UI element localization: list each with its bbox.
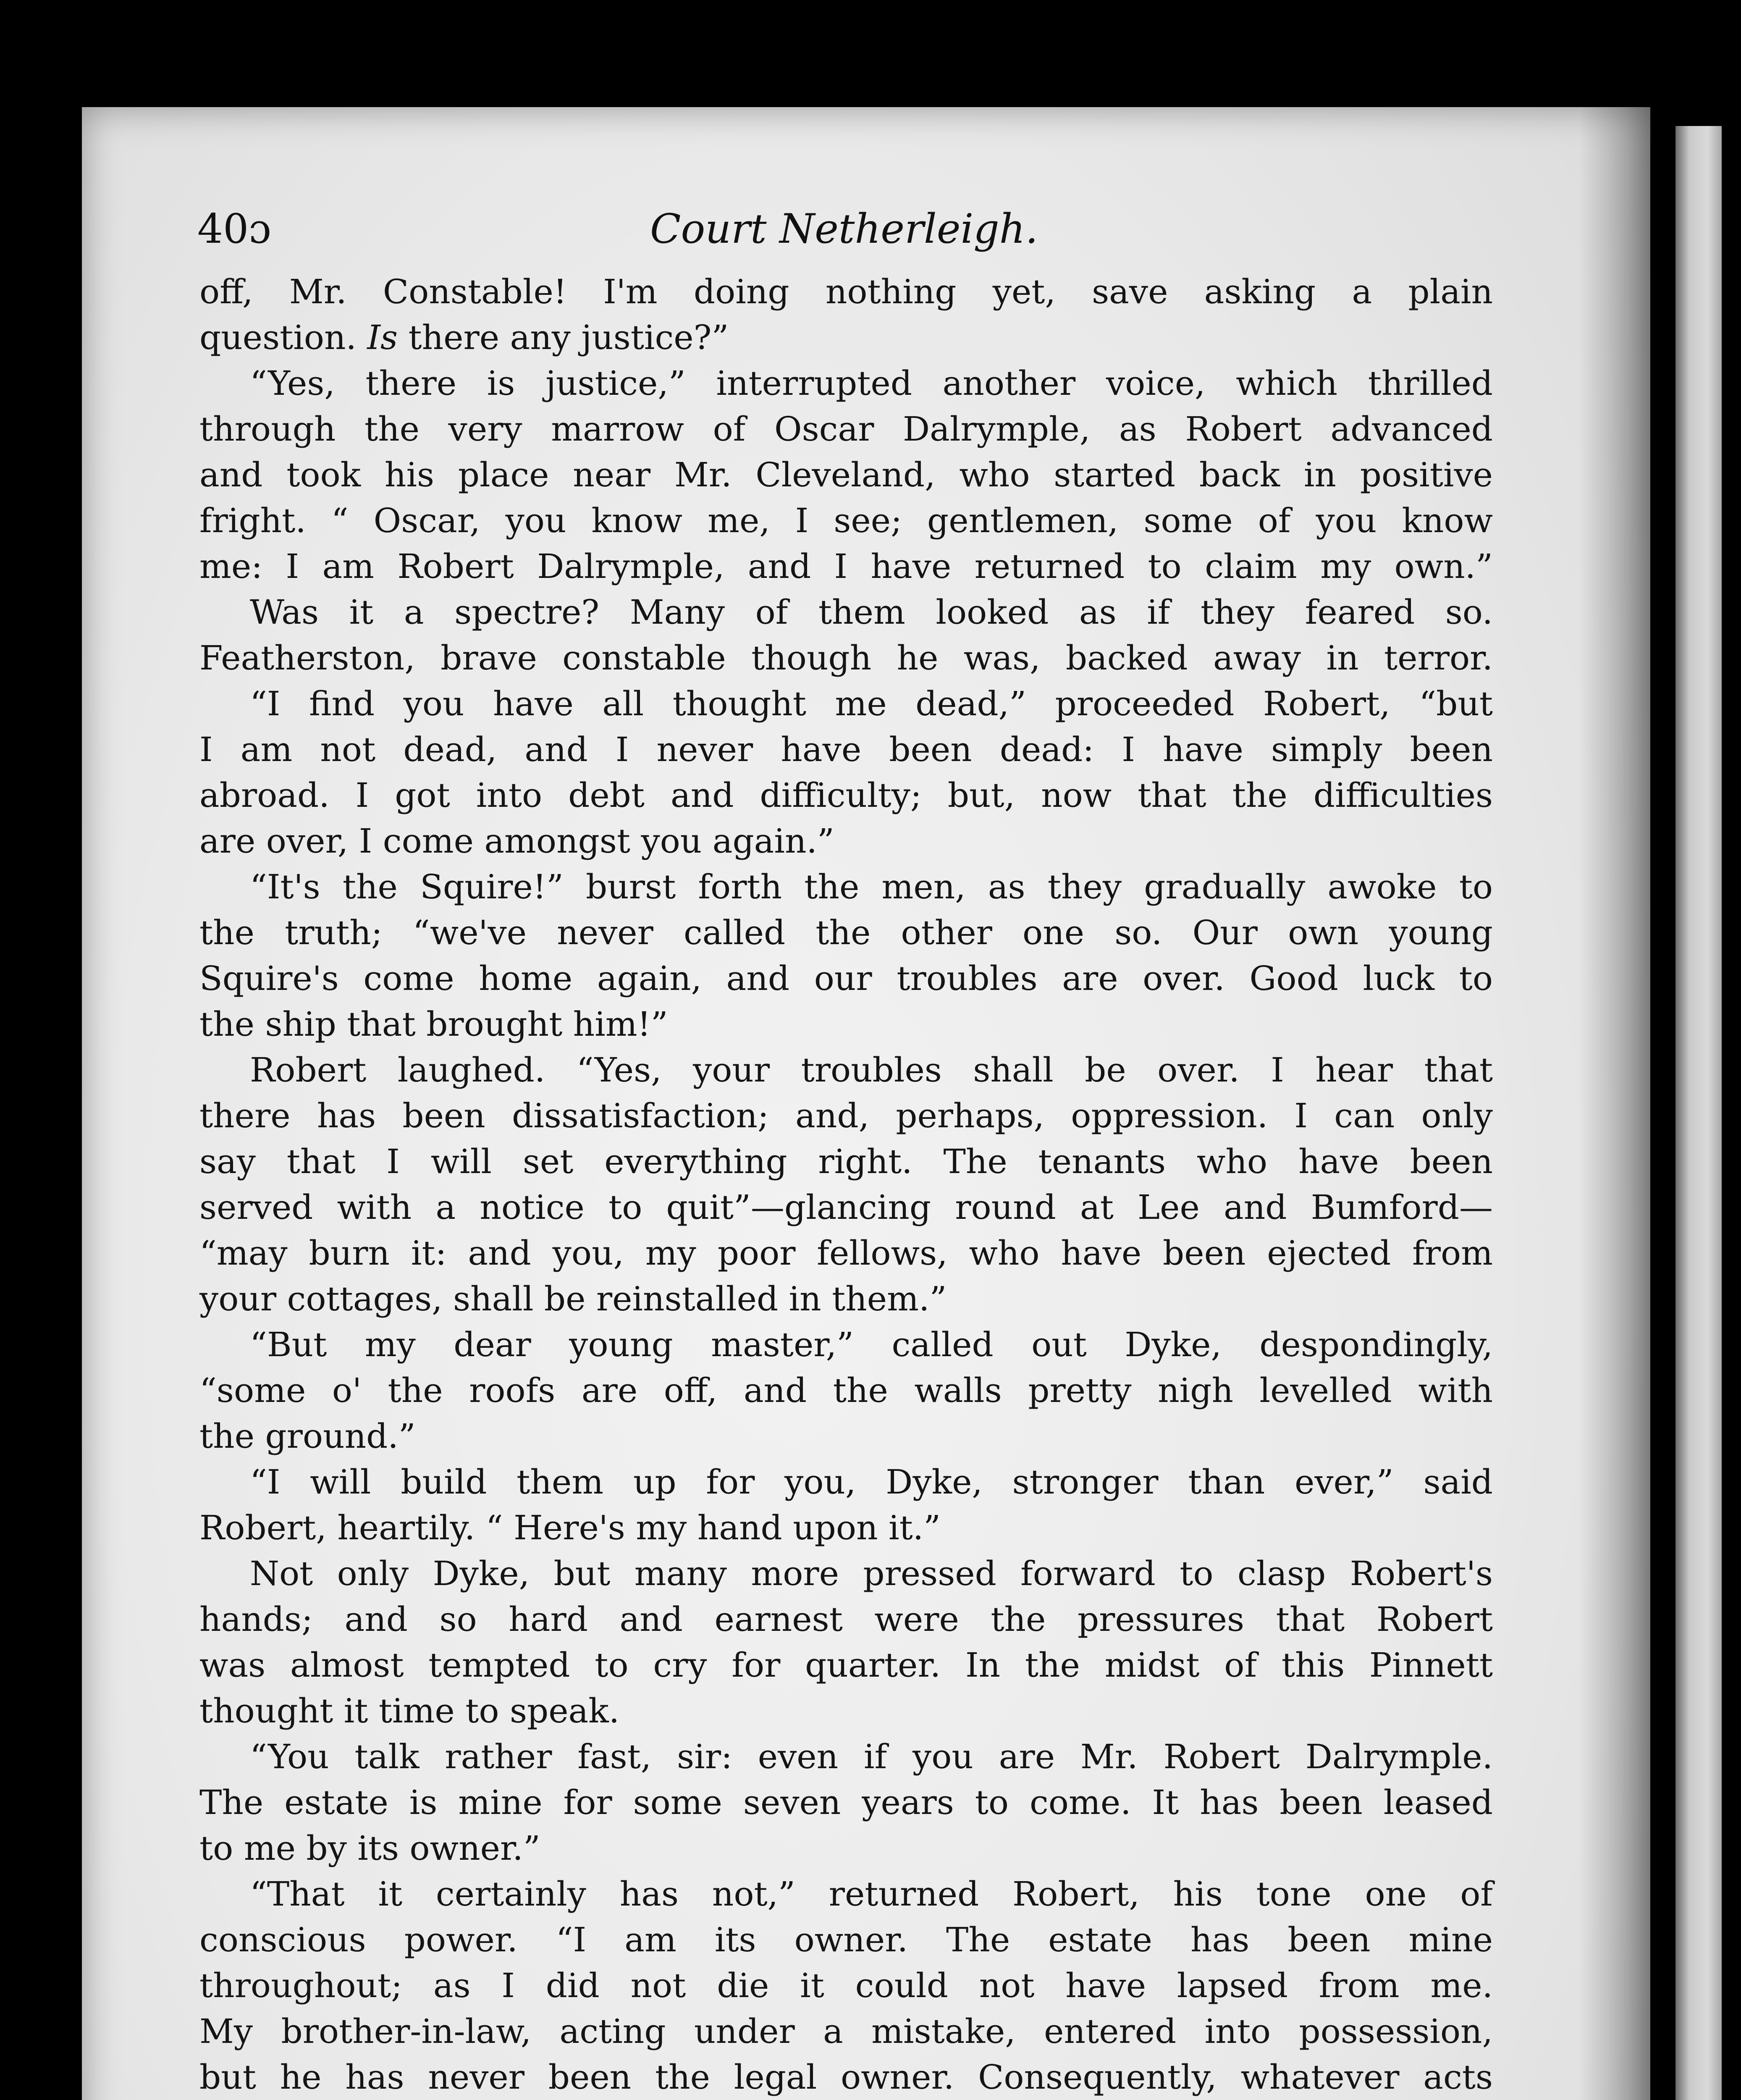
- running-title: Court Netherleigh.: [650, 205, 1038, 252]
- text-line: [199, 864, 1493, 910]
- text-segment: “Yes, there is justice,” interrupted another voice, which thrilled: [250, 364, 1493, 403]
- text-segment: through the very marrow of Oscar Dalrymple, as Robert advanced: [199, 410, 1493, 449]
- text-segment: The estate is mine for some seven years to come. It has been leased: [199, 1783, 1493, 1822]
- gutter-shadow: [1579, 107, 1650, 2100]
- text-line: [199, 1001, 1493, 1047]
- text-segment: I am not dead, and I never have been dead: I have simply been: [199, 730, 1493, 769]
- text-line: [199, 1093, 1493, 1139]
- text-segment: question.: [199, 318, 367, 357]
- text-segment: “I will build them up for you, Dyke, stronger than ever,” said: [250, 1462, 1493, 1502]
- text-line: [199, 1047, 1493, 1093]
- body-text: [199, 269, 1493, 2100]
- italic-word: Is: [367, 318, 398, 357]
- text-line: [199, 452, 1493, 498]
- text-line: [199, 315, 1493, 360]
- text-segment: “It's the Squire!” burst forth the men, as they gradually awoke to: [250, 867, 1493, 906]
- page-number: 40ɔ: [197, 205, 271, 252]
- text-line: [199, 772, 1493, 818]
- text-segment: Featherston, brave constable though he was, backed away in terror.: [199, 638, 1493, 677]
- text-line: [199, 406, 1493, 452]
- text-segment: throughout; as I did not die it could not have lapsed from me.: [199, 1966, 1493, 2005]
- text-segment: conscious power. “I am its owner. The estate has been mine: [199, 1920, 1493, 1959]
- text-segment: “That it certainly has not,” returned Robert, his tone one of: [250, 1874, 1493, 1914]
- text-line: [199, 2008, 1493, 2054]
- text-segment: the ground.”: [199, 1417, 416, 1456]
- text-segment: Was it a spectre? Many of them looked as if they feared so.: [250, 593, 1493, 632]
- text-line: [199, 543, 1493, 589]
- text-segment: and took his place near Mr. Cleveland, who started back in positive: [199, 455, 1493, 494]
- text-line: [199, 1551, 1493, 1596]
- text-line: [199, 818, 1493, 864]
- text-segment: there any justice?”: [398, 318, 729, 357]
- text-line: [199, 1322, 1493, 1368]
- text-segment: thought it time to speak.: [199, 1691, 620, 1730]
- text-line: [199, 1963, 1493, 2008]
- text-line: [199, 2054, 1493, 2100]
- running-head: [197, 202, 1491, 256]
- text-line: [199, 1276, 1493, 1322]
- text-line: [199, 1780, 1493, 1825]
- text-segment: fright. “ Oscar, you know me, I see; gentlemen, some of you know: [199, 501, 1493, 540]
- text-segment: off, Mr. Constable! I'm doing nothing yet, save asking a plain: [199, 272, 1493, 311]
- text-segment: “You talk rather fast, sir: even if you are Mr. Robert Dalrymple.: [250, 1737, 1493, 1776]
- text-line: [199, 1413, 1493, 1459]
- text-segment: was almost tempted to cry for quarter. In the midst of this Pinnett: [199, 1646, 1493, 1685]
- text-line: [199, 727, 1493, 772]
- text-line: [199, 589, 1493, 635]
- text-line: [199, 1688, 1493, 1734]
- text-segment: Robert, heartily. “ Here's my hand upon it.”: [199, 1508, 941, 1547]
- text-segment: abroad. I got into debt and difficulty; but, now that the difficulties: [199, 776, 1493, 815]
- text-line: [199, 1734, 1493, 1780]
- text-segment: me: I am Robert Dalrymple, and I have returned to claim my own.”: [199, 547, 1493, 586]
- text-line: [199, 1139, 1493, 1184]
- text-line: [199, 1230, 1493, 1276]
- text-segment: “I find you have all thought me dead,” proceeded Robert, “but: [250, 684, 1493, 723]
- text-line: [199, 1505, 1493, 1551]
- text-segment: your cottages, shall be reinstalled in them.”: [199, 1279, 947, 1318]
- text-line: [199, 269, 1493, 315]
- text-segment: “may burn it: and you, my poor fellows, who have been ejected from: [199, 1234, 1493, 1273]
- text-segment: the truth; “we've never called the other one so. Our own young: [199, 913, 1493, 952]
- text-segment: My brother-in-law, acting under a mistake, entered into possession,: [199, 2012, 1493, 2051]
- text-line: [199, 910, 1493, 956]
- text-segment: the ship that brought him!”: [199, 1005, 668, 1044]
- text-line: [199, 1596, 1493, 1642]
- facing-page-edge: [1675, 126, 1722, 2100]
- text-segment: say that I will set everything right. The tenants who have been: [199, 1142, 1493, 1181]
- text-line: [199, 1368, 1493, 1413]
- text-segment: “some o' the roofs are off, and the walls pretty nigh levelled with: [199, 1371, 1493, 1410]
- text-segment: Robert laughed. “Yes, your troubles shall be over. I hear that: [250, 1050, 1493, 1089]
- text-segment: there has been dissatisfaction; and, perhaps, oppression. I can only: [199, 1096, 1493, 1135]
- text-segment: are over, I come amongst you again.”: [199, 822, 834, 861]
- text-line: [199, 498, 1493, 543]
- text-segment: but he has never been the legal owner. Consequently, whatever acts: [199, 2058, 1493, 2097]
- text-line: [199, 956, 1493, 1001]
- text-line: [199, 360, 1493, 406]
- text-segment: to me by its owner.”: [199, 1829, 540, 1868]
- text-line: [199, 1917, 1493, 1963]
- text-line: [199, 1184, 1493, 1230]
- text-line: [199, 1459, 1493, 1505]
- text-segment: hands; and so hard and earnest were the pressures that Robert: [199, 1600, 1493, 1639]
- text-segment: “But my dear young master,” called out Dyke, despondingly,: [250, 1325, 1493, 1364]
- text-segment: Squire's come home again, and our troubles are over. Good luck to: [199, 959, 1493, 998]
- text-segment: Not only Dyke, but many more pressed forward to clasp Robert's: [250, 1554, 1493, 1593]
- text-line: [199, 1825, 1493, 1871]
- text-line: [199, 1642, 1493, 1688]
- text-segment: served with a notice to quit”—glancing round at Lee and Bumford—: [199, 1188, 1493, 1227]
- text-line: [199, 1871, 1493, 1917]
- text-line: [199, 635, 1493, 681]
- text-line: [199, 681, 1493, 727]
